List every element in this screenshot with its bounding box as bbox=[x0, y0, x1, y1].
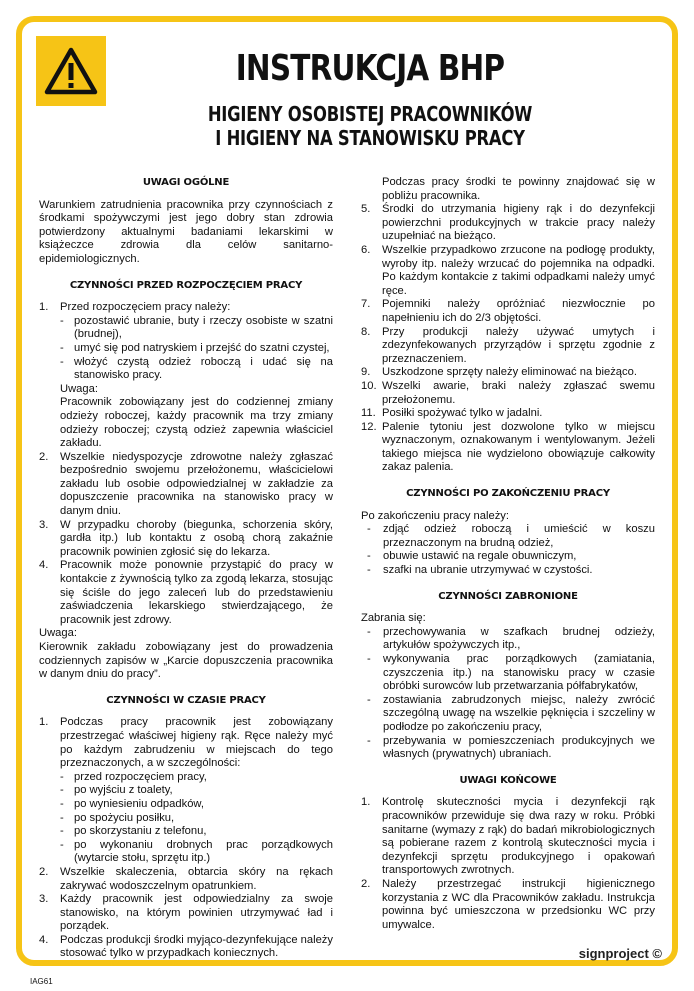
final-list bbox=[361, 796, 655, 932]
bullet-item: - pozostawić ubranie, buty i rzeczy osobiste w szatni (brudnej), bbox=[60, 315, 333, 342]
bullet-item: - po wykonaniu drobnych prac porządkowych (wytarcie stołu, sprzętu itp.) bbox=[60, 839, 333, 866]
bullet-item: - obuwie ustawić na regale obuwniczym, bbox=[361, 550, 655, 564]
bullet-item: - po skorzystaniu z telefonu, bbox=[60, 825, 333, 839]
list-item: 2. Wszelkie niedyspozycje zdrowotne należy zgłaszać bezpośrednio swojemu przełożonemu, właścicielowi zakładu lub osobie odpowiedzialnej w zakładzie za dopuszczenie pracownika na stanowisko pracy w danym dniu. bbox=[39, 450, 333, 518]
left-column bbox=[39, 176, 333, 961]
bullet-item: - przechowywania w szafkach brudnej odzieży, artykułów spożywczych itp., bbox=[361, 626, 655, 653]
bullet-item: - zdjąć odzież roboczą i umieścić w koszu przeznaczonym na brudną odzież, bbox=[361, 523, 655, 550]
bullet-item: - zostawiania zabrudzonych miejsc, należy zwrócić szczególną uwagę na wszelkie pęknięcia i szczeliny w podłodze po zakończeniu pracy, bbox=[361, 694, 655, 735]
product-code: IAG61 bbox=[30, 977, 53, 986]
note-label: Uwaga: bbox=[60, 382, 98, 395]
list-item: 1. Przed rozpoczęciem pracy należy: - pozostawić ubranie, buty i rzeczy osobiste w szatni (brudnej), - umyć się pod natryskiem i przejść do szatni czystej, - włożyć czystą odzież roboczą i udać się na stanowisko pracy. Uwaga: Pracownik zobowiązany jest do codziennej zmiany odzieży roboczej, każdy pracownik ma trzy zmiany odzieży roboczej; czystą odzież zapewnia właściciel zakładu. bbox=[39, 301, 333, 451]
section-heading-before: CZYNNOŚCI PRZED ROZPOCZĘCIEM PRACY bbox=[69, 279, 303, 291]
note-text: Pracownik zobowiązany jest do codziennej zmiany odzieży roboczej, każdy pracownik ma trzy zmiany odzieży roboczej; czystą odzież zapewnia właściciel zakładu. bbox=[60, 396, 333, 450]
bullet-item: - po wyniesieniu odpadków, bbox=[60, 798, 333, 812]
forbidden-bullets bbox=[361, 626, 655, 762]
right-column bbox=[361, 176, 655, 932]
list-item: 1. Kontrolę skuteczności mycia i dezynfekcji rąk pracowników przewiduje się dwa razy w roku. Próbki sanitarne (wymazy z rąk) do badań mikrobiologicznych są pobierane razem z kontrolą skuteczności mycia i dezynfekcji sprzętu produkcyjnego i opakowań transportowych zwrotnych. bbox=[361, 796, 655, 877]
list-item: 1. Podczas pracy pracownik jest zobowiązany przestrzegać właściwej higieny rąk. Ręce należy myć po każdym zabrudzeniu w miejscach do tego przeznaczonych, a w szczególności: - przed rozpoczęciem pracy, - po wyjściu z toalety, - po wyniesieniu odpadków, - po spożyciu posiłku, - po skorzystaniu z telefonu, - po wykonaniu drobnych prac porządkowych (wytarcie stołu, sprzętu itp.) bbox=[39, 716, 333, 866]
forbidden-intro: Zabrania się: bbox=[361, 612, 426, 625]
bullet-item: - umyć się pod natryskiem i przejść do szatni czystej, bbox=[60, 342, 333, 356]
list-item: 4. Podczas produkcji środki myjąco-dezynfekujące należy stosować tylko w przypadkach koniecznych. bbox=[39, 933, 333, 960]
list-item: 2. Wszelkie skaleczenia, obtarcia skóry na rękach zakrywać wodoszczelnym opatrunkiem. bbox=[39, 865, 333, 892]
bullet-item: - wykonywania prac porządkowych (zamiatania, czyszczenia itp.) na stanowisku pracy w czasie obróbki surowców lub przetwarzania półfabrykatów, bbox=[361, 653, 655, 694]
list-item: 6. Wszelkie przypadkowo zrzucone na podłogę produkty, wyroby itp. należy wrzucać do pojemnika na odpadki. Po każdym kontakcie z takimi odpadkami należy umyć ręce. bbox=[361, 243, 655, 297]
section-heading-general: UWAGI OGÓLNE bbox=[142, 177, 230, 188]
list-item: 9. Uszkodzone sprzęty należy eliminować na bieżąco. bbox=[361, 366, 637, 379]
list-item: 2. Należy przestrzegać instrukcji higienicznego korzystania z WC dla Pracowników zakładu. Instrukcja powinna być umieszczona w przedsionku WC przy umywalce. bbox=[361, 877, 655, 931]
warning-triangle-icon bbox=[36, 36, 106, 106]
during-list bbox=[39, 716, 333, 961]
bullet-item: - po spożyciu posiłku, bbox=[60, 812, 333, 826]
bullet-item: - po wyjściu z toalety, bbox=[60, 784, 333, 798]
section-heading-during: CZYNNOŚCI W CZASIE PRACY bbox=[106, 694, 266, 706]
list-item: 12. Palenie tytoniu jest dozwolone tylko w miejscu wyznaczonym, oznakowanym i wentylowanym. Jeżeli takiego miejsca nie wydzielono obowiązuje całkowity zakaz palenia. bbox=[361, 420, 655, 474]
subtitle-line-2: I HIGIENY NA STANOWISKU PRACY bbox=[215, 126, 525, 150]
list-item: 3. W przypadku choroby (biegunka, schorzenia skóry, gardła itp.) lub kontaktu z osobą chorą zakaźnie pracownik powinien zgłosić się do lekarza. bbox=[39, 518, 333, 558]
list-item: 8. Przy produkcji należy używać umytych i zdezynfekowanych przyrządów i sprzętu zgodnie z przeznaczeniem. bbox=[361, 325, 655, 365]
bullet-item: - włożyć czystą odzież roboczą i udać się na stanowisko pracy. bbox=[60, 356, 333, 383]
during-list-continued bbox=[361, 203, 655, 475]
general-text: Warunkiem zatrudnienia pracownika przy czynnościach z środkami spożywczymi jest jego dobry stan zdrowia potwierdzony aktualnymi badaniami lekarskimi w książeczce zdrowia dla celów sanitarno-epidemiologicznych. bbox=[39, 198, 333, 265]
list-item: 3. Każdy pracownik jest odpowiedzialny za swoje stanowisko, na którym powinien utrzymywać ład i porządek. bbox=[39, 893, 333, 933]
note-label: Uwaga: bbox=[39, 627, 77, 640]
warning-badge bbox=[36, 36, 106, 106]
after-intro: Po zakończeniu pracy należy: bbox=[361, 509, 510, 522]
list-item: 5. Środki do utrzymania higieny rąk i do dezynfekcji powierzchni produkcyjnych w trakcie pracy należy uzupełniać na bieżąco. bbox=[361, 203, 655, 243]
note-text: Kierownik zakładu zobowiązany jest do prowadzenia codziennych zapisów w „Karcie dopuszczenia pracownika w danym dniu do pracy”. bbox=[39, 641, 333, 681]
subtitle-line-1: HIGIENY OSOBISTEJ PRACOWNIKÓW bbox=[207, 102, 533, 126]
bullet-item: - szafki na ubranie utrzymywać w czystości. bbox=[361, 564, 655, 578]
after-bullets bbox=[361, 523, 655, 577]
before-list bbox=[39, 301, 333, 627]
during-continuation: Podczas pracy środki te powinny znajdować się w pobliżu pracownika. bbox=[382, 176, 655, 202]
section-heading-forbidden: CZYNNOŚCI ZABRONIONE bbox=[438, 590, 578, 602]
bullet-item: - przed rozpoczęciem pracy, bbox=[60, 771, 333, 785]
before-bullets bbox=[60, 315, 333, 383]
section-heading-final: UWAGI KOŃCOWE bbox=[459, 774, 557, 786]
during-bullets bbox=[60, 771, 333, 866]
section-heading-after: CZYNNOŚCI PO ZAKOŃCZENIU PRACY bbox=[406, 488, 610, 500]
bullet-item: - przebywania w pomieszczeniach produkcyjnych we własnych (prywatnych) ubraniach. bbox=[361, 735, 655, 762]
brand-logo: signproject © bbox=[578, 946, 662, 961]
list-item: 4. Pracownik może ponownie przystąpić do pracy w kontakcie z żywnością tylko za zgodą lekarza, stosując się ściśle do jego zaleceń lub do przedstawieniu zaświadczenia lekarskiego stwierdzającego, że pracownik jest zdrowy. bbox=[39, 559, 333, 626]
page-subtitle bbox=[140, 102, 599, 150]
list-item: 11. Posiłki spożywać tylko w jadalni. bbox=[361, 407, 543, 420]
list-item: 10. Wszelki awarie, braki należy zgłaszać swemu przełożonemu. bbox=[361, 379, 655, 406]
list-item: 7. Pojemniki należy opróżniać niezwłocznie po napełnieniu ich do 2/3 objętości. bbox=[361, 298, 655, 324]
page-title: INSTRUKCJA BHP bbox=[235, 48, 505, 89]
